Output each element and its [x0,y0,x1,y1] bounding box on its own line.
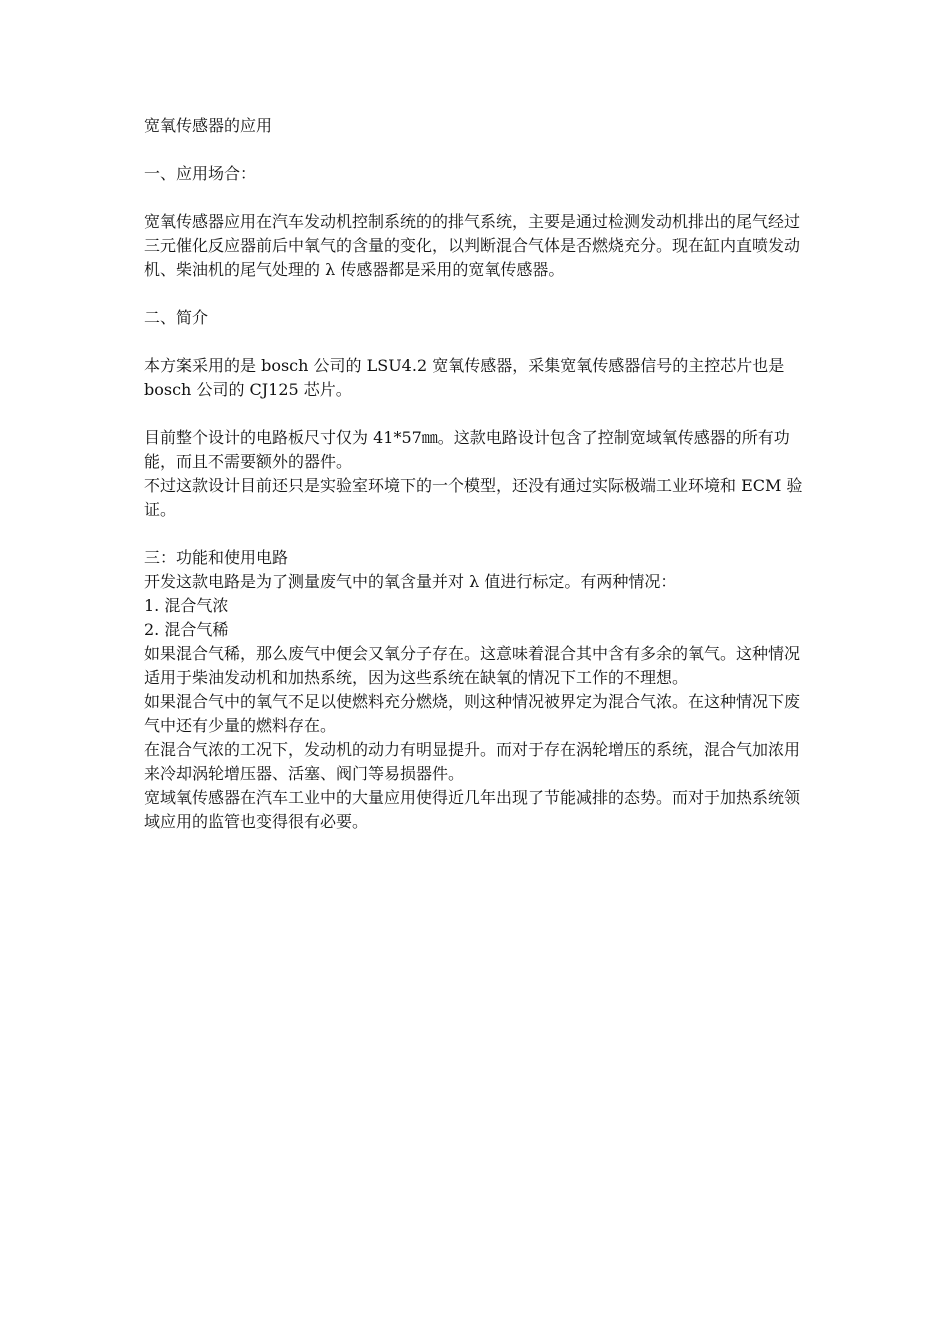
section-3-paragraph-1: 如果混合气稀，那么废气中便会又氧分子存在。这意味着混合其中含有多余的氧气。这种情况适用于柴油发动机和加热系统，因为这些系统在缺氧的情况下工作的不理想。 [144,644,801,687]
section-3-intro: 开发这款电路是为了测量废气中的氧含量并对 λ 值进行标定。有两种情况： [144,572,677,591]
section-1-paragraph: 宽氧传感器应用在汽车发动机控制系统的的排气系统，主要是通过检测发动机排出的尾气经过三元催化反应器前后中氧气的含量的变化，以判断混合气体是否燃烧充分。现在缸内直喷发动机、柴油机的尾气处理的 λ 传感器都是采用的宽氧传感器。 [144,212,801,279]
document-content [144,114,808,834]
section-3-paragraph-3: 在混合气浓的工况下，发动机的动力有明显提升。而对于存在涡轮增压的系统，混合气加浓用来冷却涡轮增压器、活塞、阀门等易损器件。 [144,740,801,783]
section-3-paragraph-4: 宽域氧传感器在汽车工业中的大量应用使得近几年出现了节能减排的态势。而对于加热系统领域应用的监管也变得很有必要。 [144,788,801,831]
section-2-paragraph-3: 不过这款设计目前还只是实验室环境下的一个模型，还没有通过实际极端工业环境和 ECM 验证。 [144,476,803,519]
section-3-heading: 三：功能和使用电路 [144,548,289,567]
document-title: 宽氧传感器的应用 [144,116,273,135]
section-2-paragraph-2: 目前整个设计的电路板尺寸仅为 41*57㎜。这款电路设计包含了控制宽域氧传感器的所有功能，而且不需要额外的器件。 [144,428,790,471]
list-item-lean: 2. 混合气稀 [144,620,229,639]
section-3-paragraph-2: 如果混合气中的氧气不足以使燃料充分燃烧，则这种情况被界定为混合气浓。在这种情况下废气中还有少量的燃料存在。 [144,692,801,735]
section-2-heading: 二、简介 [144,308,209,327]
section-2-paragraph-1: 本方案采用的是 bosch 公司的 LSU4.2 宽氧传感器，采集宽氧传感器信号的主控芯片也是 bosch 公司的 CJ125 芯片。 [144,356,785,399]
list-item-rich: 1. 混合气浓 [144,596,229,615]
section-1-heading: 一、应用场合： [144,164,257,183]
